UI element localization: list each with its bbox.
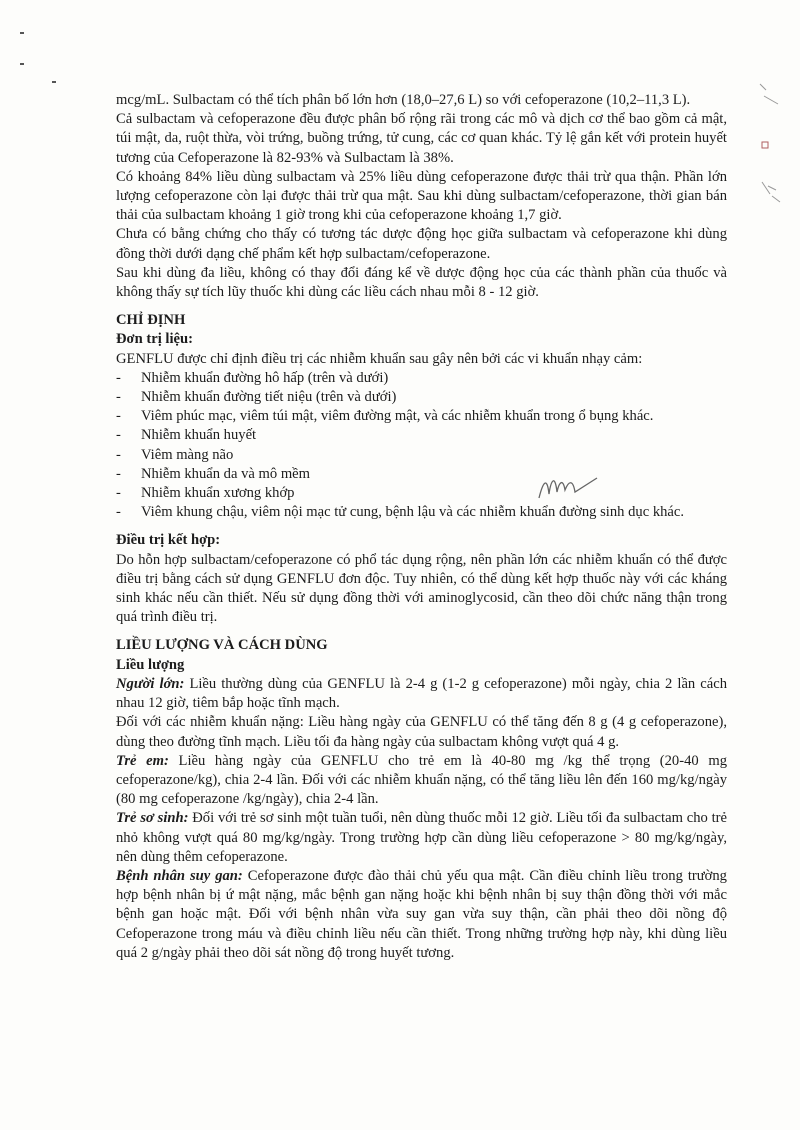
child-label: Trẻ em: (116, 752, 169, 769)
scan-speck (20, 32, 24, 34)
liver-label: Bệnh nhân suy gan: (116, 867, 243, 884)
adult-label: Người lớn: (116, 675, 185, 692)
combination-text: Do hỗn hợp sulbactam/cefoperazone có phổ tác dụng rộng, nên phần lớn các nhiễm khuẩn có thể được điều trị bằng cách sử dụng GENFLU đơn độc. Tuy nhiên, có thể dùng kết hợp thuốc này với các kháng sinh khác nếu cần thiết. Nếu sử dụng đồng thời với aminoglycosid, cần theo dõi chức năng thận trong quá trình điều trị. (116, 551, 727, 626)
indication-heading: CHỈ ĐỊNH (116, 312, 186, 329)
newborn-label: Trẻ sơ sinh: (116, 810, 189, 827)
list-item: - Nhiễm khuẩn huyết (116, 426, 727, 445)
newborn-text: Đối với trẻ sơ sinh một tuần tuổi, nên dùng thuốc mỗi 12 giờ. Liều tối đa sulbactam cho trẻ nhỏ không vượt quá 80 mg/kg/ngày. Trong trường hợp cần dùng liều cefoperazone > 80 mg/kg/ngày, nên dùng thêm cefoperazone. (116, 810, 727, 865)
newborn-dose-paragraph (116, 809, 727, 867)
adult-dose-paragraph (116, 675, 727, 713)
list-item: - Viêm màng não (116, 446, 727, 465)
indication-list (116, 369, 727, 523)
list-item: - Viêm phúc mạc, viêm túi mật, viêm đường mật, và các nhiễm khuẩn trong ổ bụng khác. (116, 407, 727, 426)
list-item: - Nhiễm khuẩn xương khớp (116, 484, 727, 503)
liver-dose-paragraph (116, 867, 727, 963)
list-item: - Nhiễm khuẩn da và mô mềm (116, 465, 727, 484)
pk-paragraph-multidose: Sau khi dùng đa liều, không có thay đổi đáng kể về dược động học của các thành phần của thuốc và không thấy sự tích lũy thuốc khi dùng các liều cách nhau mỗi 8 - 12 giờ. (116, 264, 727, 301)
dosage-subheading: Liều lượng (116, 656, 185, 673)
pk-paragraph-elimination: Có khoảng 84% liều dùng sulbactam và 25% liều dùng cefoperazone được thải trừ qua thận. Phần lớn lượng cefoperazone còn lại được thải trừ qua mật. Sau khi dùng sulbactam/cefoperazone, thời gian bán thải của sulbactam khoảng 1 giờ trong khi của cefoperazone khoảng 1,7 giờ. (116, 168, 727, 224)
list-item: - Nhiễm khuẩn đường tiết niệu (trên và dưới) (116, 388, 727, 407)
scan-speck (20, 63, 24, 65)
scan-speck (52, 81, 56, 83)
list-item: - Viêm khung chậu, viêm nội mạc tử cung, bệnh lậu và các nhiễm khuẩn đường sinh dục khác. (116, 503, 727, 522)
adult-text: Liều thường dùng của GENFLU là 2-4 g (1-2 g cefoperazone) mỗi ngày, chia 2 lần cách nhau 12 giờ, tiêm bắp hoặc tĩnh mạch. (116, 675, 727, 712)
monotherapy-title: Đơn trị liệu: (116, 331, 193, 348)
pk-paragraph-interaction: Chưa có bằng chứng cho thấy có tương tác dược động học giữa sulbactam và cefoperazone khi dùng đồng thời dưới dạng chế phẩm kết hợp sulbactam/cefoperazone. (116, 226, 727, 262)
dosage-heading: LIỀU LƯỢNG VÀ CÁCH DÙNG (116, 637, 328, 654)
liver-text: Cefoperazone được đào thải chủ yếu qua mật. Cần điều chỉnh liều trong trường hợp bệnh nhân bị ứ mật nặng, mắc bệnh gan nặng hoặc khi bệnh nhân bị suy thận đồng thời với mắc bệnh gan hoặc mật. Đối với bệnh nhân vừa suy gan vừa suy thận, cần phải theo dõi nồng độ Cefoperazone trong máu và điều chỉnh liều nếu cần thiết. Trong những trường hợp này, khi dùng liều quá 2 g/ngày phải theo dõi sát nồng độ trong huyết tương. (116, 867, 727, 961)
margin-initials-mark (756, 78, 786, 208)
child-text: Liều hàng ngày của GENFLU cho trẻ em là 40-80 mg /kg thể trọng (20-40 mg cefoperazone/kg), chia 2-4 lần. Đối với các nhiễm khuẩn nặng, có thể tăng liều lên đến 160 mg/kg/ngày (80 mg cefoperazone /kg/ngày), chia 2-4 lần. (116, 752, 727, 808)
severe-infection-paragraph: Đối với các nhiễm khuẩn nặng: Liều hàng ngày của GENFLU có thể tăng đến 8 g (4 g cefoperazone), dùng theo đường tĩnh mạch. Liều tối đa hàng ngày của sulbactam không vượt quá 4 g. (116, 714, 727, 750)
list-item: - Nhiễm khuẩn đường hô hấp (trên và dưới) (116, 369, 727, 388)
combination-title: Điều trị kết hợp: (116, 532, 221, 549)
child-dose-paragraph (116, 752, 727, 810)
document-page (116, 91, 727, 963)
monotherapy-intro: GENFLU được chỉ định điều trị các nhiễm khuẩn sau gây nên bởi các vi khuẩn nhạy cảm: (116, 350, 643, 367)
pk-paragraph-distribution: Cả sulbactam và cefoperazone đều được phân bố rộng rãi trong các mô và dịch cơ thể bao gồm cả mật, túi mật, da, ruột thừa, vòi trứng, buồng trứng, tử cung, các cơ quan khác. Tỷ lệ gắn kết với protein huyết tương của Cefoperazone là 82-93% và Sulbactam là 38%. (116, 111, 727, 166)
pk-paragraph-volume: mcg/mL. Sulbactam có thể tích phân bố lớn hơn (18,0–27,6 L) so với cefoperazone (10,2–11,3 L). (116, 92, 691, 108)
